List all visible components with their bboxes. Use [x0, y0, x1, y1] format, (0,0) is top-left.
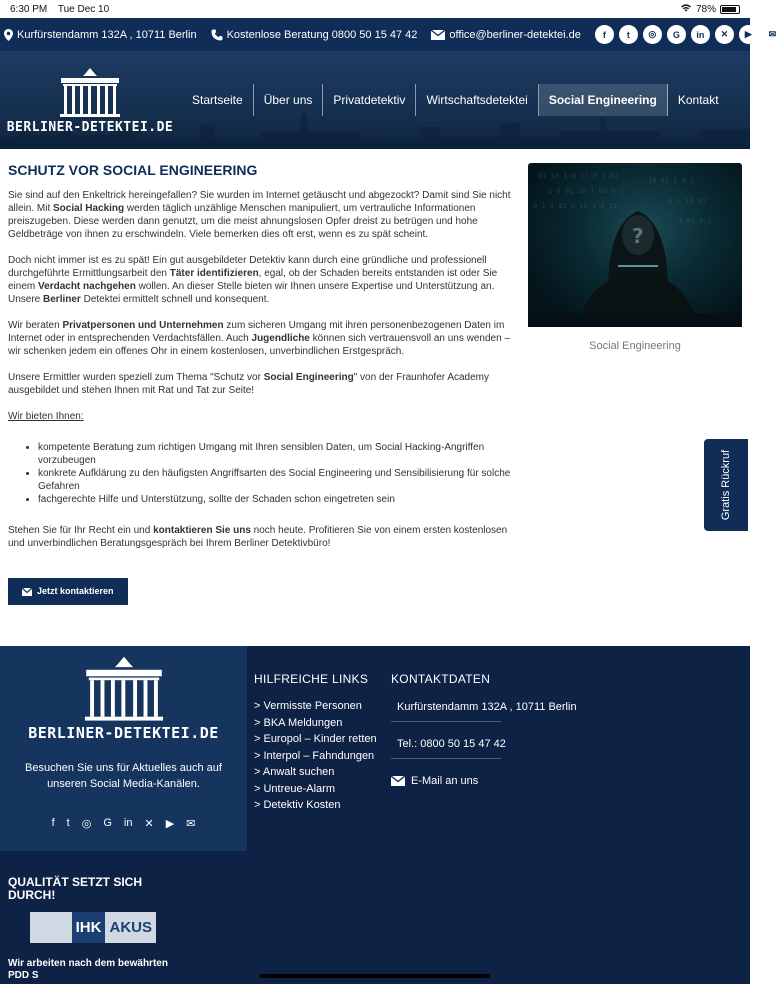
quality-section — [8, 876, 183, 982]
list-item: • fachgerechte Hilfe und Unterstützung, sollte der Schaden schon eingetreten sein — [38, 493, 518, 506]
footer-links — [247, 646, 383, 984]
site-header — [0, 51, 750, 149]
main-content — [0, 149, 750, 646]
nav-wirtschaftsdetektei[interactable]: Wirtschaftsdetektei — [416, 84, 538, 116]
facebook-icon[interactable]: f — [51, 817, 55, 829]
footer-link-vermisste-personen[interactable]: > Vermisste Personen — [254, 700, 362, 712]
logo-text: BERLINER-DETEKTEI.DE — [6, 119, 174, 135]
paragraph-2: Doch nicht immer ist es zu spät! Ein gut ausgebildeter Detektiv kann durch eine gründliche und professionell durchgeführte Ermittlungsarbeit den Täter identifizieren, egal, ob der Schaden bereits entstanden ist oder Sie einem Verdacht nachgehen wollen. An dieser Stelle bieten wir Ihnen unsere Expertise und Unterstützung an. Unsere Berliner Detektei ermittelt schnell und konsequent. — [8, 255, 498, 305]
svg-text:?: ? — [632, 224, 644, 248]
google-icon[interactable]: G — [103, 817, 112, 829]
footer-visit-text: Besuchen Sie uns für Aktuelles auch auf unseren Social Media-Kanälen. — [25, 762, 222, 790]
battery-percent: 78% — [695, 3, 716, 15]
nav-ueber-uns[interactable]: Über uns — [254, 84, 324, 116]
paragraph-3: Wir beraten Privatpersonen und Unternehmen zum sicheren Umgang mit ihren personenbezogenen Daten im Internet oder in entsprechenden Verdachtsfällen. Auch Jugendliche können sich vertrauensvoll an uns wenden – wir schenken jedem ein offenes Ohr in einem kostenlosen, unverbindlichen Erstgespräch. — [8, 320, 511, 357]
envelope-icon — [391, 776, 405, 786]
status-date: Tue Dec 10 — [57, 3, 110, 15]
twitter-icon[interactable]: t — [619, 25, 638, 44]
location-pin-icon — [4, 29, 13, 41]
xing-icon[interactable]: ✕ — [715, 25, 734, 44]
page-title: SCHUTZ VOR SOCIAL ENGINEERING — [8, 162, 258, 178]
svg-text:0 1 1 01 0 10 1 0 11: 0 1 1 01 0 10 1 0 11 — [533, 202, 618, 210]
linkedin-icon[interactable]: in — [691, 25, 710, 44]
site-logo[interactable] — [0, 51, 180, 149]
footer-contact — [383, 646, 577, 984]
list-item: • konkrete Aufklärung zu den häufigsten Angriffsarten des Social Engineering und Sensibilisierung für solche Gefahren — [38, 467, 518, 493]
footer-contact-address[interactable] — [391, 700, 577, 722]
links-heading: HILFREICHE LINKS — [254, 672, 369, 686]
instagram-icon[interactable]: ◎ — [81, 818, 92, 830]
nav-social-engineering[interactable]: Social Engineering — [539, 84, 668, 116]
footer-logo-text: BERLINER-DETEKTEI.DE — [28, 724, 219, 742]
image-caption: Social Engineering — [589, 340, 681, 352]
contact-now-label: Jetzt kontaktieren — [37, 586, 114, 596]
envelope-icon — [431, 30, 445, 40]
phone-icon — [211, 29, 223, 41]
topbar-email[interactable] — [431, 29, 580, 41]
status-time: 6:30 PM — [10, 3, 48, 15]
callback-label: Gratis Rückruf — [720, 449, 733, 521]
contact-heading: KONTAKTDATEN — [391, 672, 491, 686]
topbar-phone[interactable] — [211, 29, 418, 41]
home-indicator — [260, 974, 490, 978]
works-text: Wir arbeiten nach dem bewährten PDD S — [8, 958, 168, 981]
footer-link-detektiv-kosten[interactable]: > Detektiv Kosten — [254, 799, 341, 811]
youtube-icon[interactable]: ▶ — [739, 25, 758, 44]
footer-phone-text: Tel.: 0800 50 15 47 42 — [397, 738, 506, 750]
facebook-icon[interactable]: f — [595, 25, 614, 44]
akus-label: AKUS — [105, 912, 156, 943]
mail-icon[interactable]: ✉ — [763, 25, 782, 44]
ios-status-bar — [0, 0, 750, 18]
topbar-social-icons — [595, 25, 782, 44]
brandenburg-gate-icon — [81, 654, 167, 722]
topbar-phone-text: Kostenlose Beratung 0800 50 15 47 42 — [226, 28, 418, 41]
twitter-icon[interactable]: t — [66, 817, 70, 829]
offer-list — [38, 441, 518, 506]
footer-brand — [0, 646, 247, 851]
topbar-address[interactable] — [4, 29, 197, 41]
sidebar — [528, 163, 742, 646]
footer-link-anwalt-suchen[interactable]: > Anwalt suchen — [254, 766, 335, 778]
brandenburg-gate-icon — [57, 66, 123, 118]
linkedin-icon[interactable]: in — [123, 817, 133, 829]
footer-link-untreue-alarm[interactable]: > Untreue-Alarm — [254, 782, 336, 795]
footer-email-text: E-Mail an uns — [411, 775, 479, 787]
paragraph-4: Unsere Ermittler wurden speziell zum Thema "Schutz vor Social Engineering" von der Fraunhofer Academy ausgebildet und stehen Ihnen mit Rat und Tat zur Seite! — [8, 372, 490, 396]
list-item: • kompetente Beratung zum richtigen Umgang mit Ihren sensiblen Daten, um Social Hacking-Angriffen vorzubeugen — [38, 441, 518, 467]
footer-address-text: Kurfürstendamm 132A , 10711 Berlin — [397, 700, 577, 713]
svg-text:01 10 1 0 11 0 1 01: 01 10 1 0 11 0 1 01 — [538, 172, 619, 180]
main-navigation — [182, 84, 729, 116]
hacker-image — [528, 163, 742, 327]
contact-now-button[interactable] — [8, 578, 128, 605]
footer-contact-phone[interactable] — [391, 738, 506, 759]
google-icon[interactable]: G — [667, 25, 686, 44]
svg-text:10 01 1 0 1: 10 01 1 0 1 — [648, 177, 695, 185]
youtube-icon[interactable]: ▶ — [165, 818, 175, 830]
footer-contact-email[interactable] — [391, 775, 501, 795]
offer-heading: Wir bieten Ihnen: — [8, 411, 84, 422]
article — [8, 163, 518, 646]
xing-icon[interactable]: ✕ — [144, 818, 154, 830]
site-footer — [0, 646, 750, 984]
svg-text:1 01 0 1: 1 01 0 1 — [678, 217, 712, 225]
quality-heading: QUALITÄT SETZT SICH DURCH! — [8, 875, 142, 902]
footer-link-bka-meldungen[interactable]: > BKA Meldungen — [254, 716, 343, 729]
ihk-label: IHK — [72, 912, 106, 943]
hooded-hacker-icon — [528, 163, 742, 327]
instagram-icon[interactable]: ◎ — [643, 25, 662, 44]
nav-kontakt[interactable]: Kontakt — [677, 93, 719, 107]
top-contact-bar — [0, 18, 777, 51]
paragraph-5: Stehen Sie für Ihr Recht ein und kontaktieren Sie uns noch heute. Profitieren Sie von einem ersten kostenlosen und unverbindlichen Beratungsgespräch bei Ihrem Berliner Detektivbüro! — [8, 525, 508, 549]
topbar-address-text: Kurfürstendamm 132A , 10711 Berlin — [17, 28, 197, 41]
footer-link-interpol[interactable]: > Interpol – Fahndungen — [254, 749, 375, 762]
wifi-icon — [680, 3, 692, 15]
topbar-email-text: office@berliner-detektei.de — [449, 28, 581, 41]
nav-privatdetektiv[interactable]: Privatdetektiv — [323, 84, 416, 116]
footer-social-icons — [52, 817, 196, 830]
paragraph-1: Sie sind auf den Enkeltrick hereingefallen? Sie wurden im Internet getäuscht und abgezockt? Damit sind Sie nicht allein. Mit Social Hacking werden täglich unzählige Menschen manipuliert, um vertrauliche Informationen preiszugeben. Diese werden dann genutzt, um die meist ahnungslosen Opfer dreist zu betrügen und hohe Geldbeträge von ihnen zu erschwindeln. Viele bemerken dies oft erst, wenn es zu spät scheint. — [8, 190, 511, 240]
nav-startseite[interactable]: Startseite — [182, 84, 254, 116]
battery-icon — [720, 5, 740, 14]
footer-link-europol[interactable]: > Europol – Kinder retten — [254, 733, 377, 745]
ihk-akus-badge — [30, 912, 156, 943]
mail-icon[interactable]: ✉ — [186, 818, 196, 830]
free-callback-button[interactable] — [704, 439, 748, 531]
svg-text:1 0 01 10 1 01 0 1: 1 0 01 10 1 01 0 1 — [548, 187, 624, 195]
svg-text:0 1 10 01: 0 1 10 01 — [668, 197, 706, 205]
envelope-icon — [22, 588, 32, 596]
